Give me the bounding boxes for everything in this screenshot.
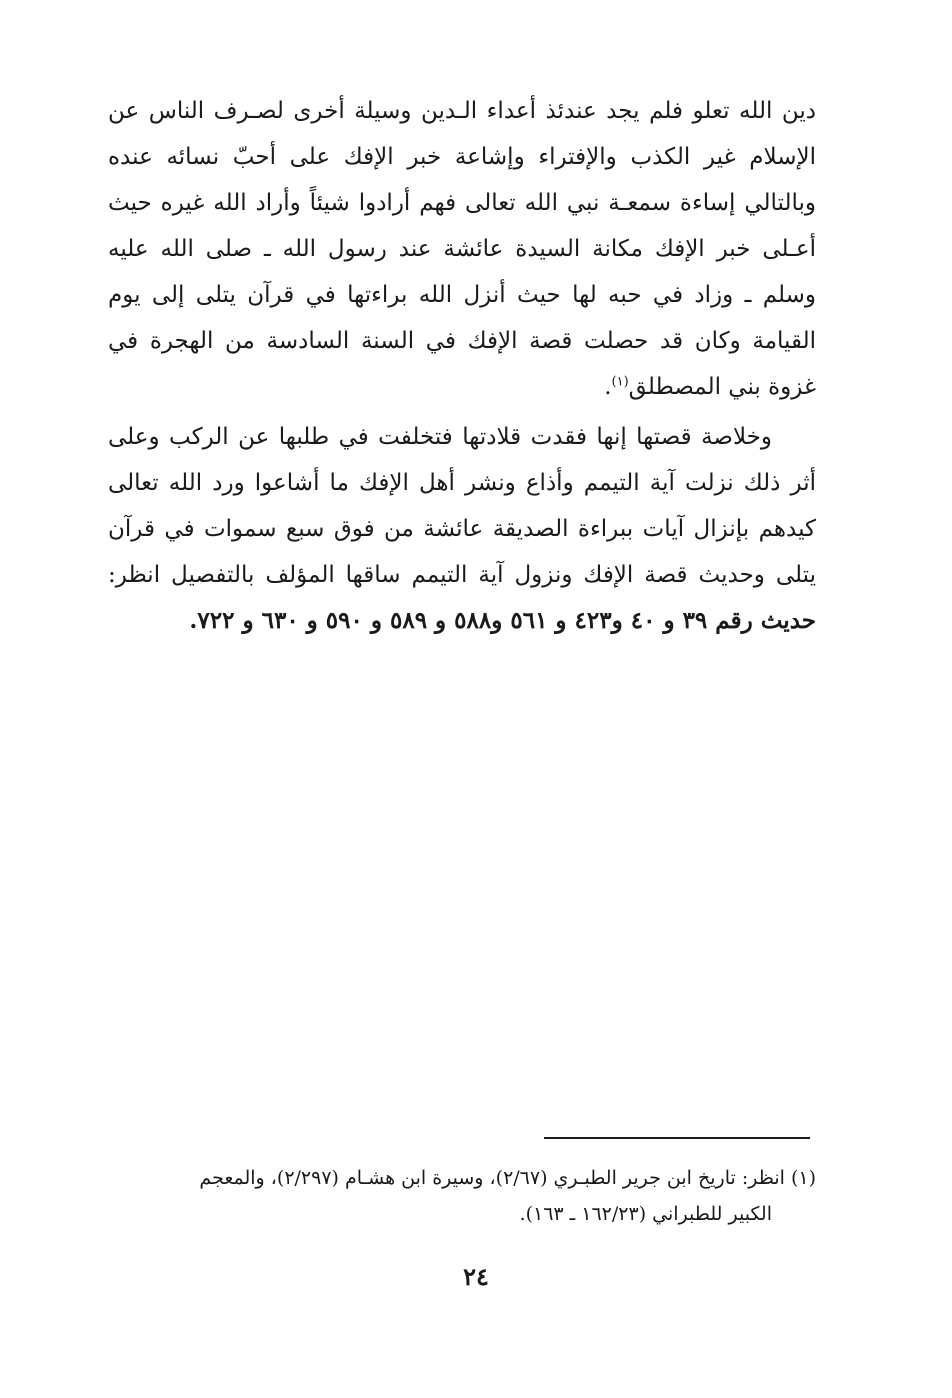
footnote-separator <box>544 1137 810 1139</box>
paragraph-1 <box>108 88 816 410</box>
footnote-1-marker: (١) <box>790 1167 816 1189</box>
page-number: ٢٤ <box>463 1262 489 1291</box>
paragraph-1-text: دين الله تعلو فلم يجد عندئذ أعداء الـدين وسيلة أخرى لصـرف الناس عن الإسلام غير الكذب والإفتراء وإشاعة خبر الإفك على أحبّ نسائه عنده وبالتالي إساءة سمعـة نبي الله تعالى فهم أرادوا شيئاً وأراد الله غيره حيث أعـلى خبر الإفك مكانة السيدة عائشة عند رسول الله ـ صلى الله عليه وسلم ـ وزاد في حبه لها حيث أنزل الله براءتها في قرآن يتلى إلى يوم القيامة وكان قد حصلت قصة الإفك في السنة السادسة من الهجرة في غزوة بني المصطلق <box>108 98 816 400</box>
footnote-marker: (١) <box>611 374 629 390</box>
main-text <box>108 88 816 644</box>
paragraph-1-end: . <box>604 374 612 400</box>
paragraph-2-text: وخلاصة قصتها إنها فقدت قلادتها فتخلفت في طلبها عن الركب وعلى أثر ذلك نزلت آية التيمم وأذاع ونشر أهل الإفك ما أشاعوا ورد الله تعالى كيدهم بإنزال آيات ببراءة الصديقة عائشة من فوق سبع سموات في قرآن يتلى وحديث قصة الإفك ونزول آية التيمم ساقها المؤلف بالتفصيل انظر: <box>108 424 816 588</box>
footnotes <box>108 1160 816 1232</box>
footnote-1 <box>108 1160 816 1232</box>
paragraph-2 <box>108 414 816 644</box>
footnote-1-text: انظر: تاريخ ابن جرير الطبـري (٢/٦٧)، وسيرة ابن هشـام (٢/٢٩٧)، والمعجم <box>199 1167 785 1189</box>
footnote-1-continuation: الكبير للطبراني (١٦٢/٢٣ ـ ١٦٣). <box>519 1203 772 1225</box>
hadith-references: حديث رقم ٣٩ و ٤٠ و٤٢٣ و ٥٦١ و٥٨٨ و ٥٨٩ و ٥٩٠ و ٦٣٠ و ٧٢٢. <box>189 607 816 634</box>
